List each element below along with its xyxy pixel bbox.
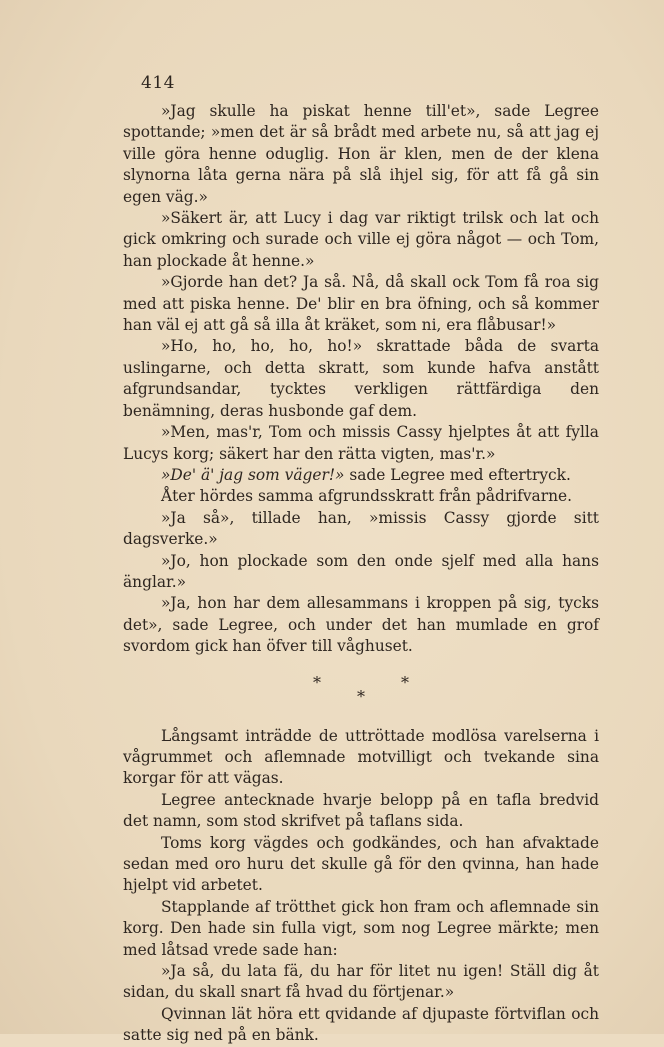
paragraph-italic-quote <box>123 465 599 486</box>
italic-quote: »De' ä' jag som väger!» <box>161 465 345 484</box>
section-break <box>123 658 599 726</box>
asterisk: * <box>313 672 321 692</box>
paragraph: »Säkert är, att Lucy i dag var riktigt trilsk och lat och gick omkring och surade och ville ej göra något — och Tom, han plockade åt henne.» <box>123 209 599 270</box>
asterisk: * <box>401 672 409 692</box>
paragraph: Långsamt inträdde de uttröttade modlösa varelserna i vågrummet och aflemnade motvilligt och tvekande sina korgar för att vägas. <box>123 726 599 788</box>
paragraph: »Ja så, du lata fä, du har för litet nu igen! Ställ dig åt sidan, du skall snart få hvad du förtjenar.» <box>123 962 599 1002</box>
italic-quote-tail: sade Legree med eftertryck. <box>344 465 571 484</box>
page-number: 414 <box>141 73 175 93</box>
paragraph: Legree antecknade hvarje belopp på en tafla bredvid det namn, som stod skrifvet på taflans sida. <box>123 790 599 831</box>
paragraph: »Jo, hon plockade som den onde sjelf med alla hans änglar.» <box>123 551 599 591</box>
paragraph: »Ho, ho, ho, ho, ho!» skrattade båda de svarta uslingarne, och detta skratt, som kunde hafva anstått afgrundsandar, tycktes verkligen rättfärdiga den benämning, deras husbonde gaf dem. <box>123 337 599 420</box>
paragraph: »Jag skulle ha piskat henne till'et», sade Legree spottande; »men det är så brådt med arbete nu, så att jag ej ville göra henne oduglig. Hon är klen, men de der klena slynorna låta gerna nära på slå ihjel sig, för att få gå sin egen väg.» <box>123 102 599 206</box>
asterisk: * <box>357 686 365 706</box>
paragraph: Stapplande af trötthet gick hon fram och aflemnade sin korg. Den hade sin fulla vigt, som nog Legree märkte; men med låtsad vrede sade han: <box>123 897 599 959</box>
paragraph: »Ja så», tillade han, »missis Cassy gjorde sitt dagsverke.» <box>123 508 599 549</box>
paragraph: »Ja, hon har dem allesammans i kroppen på sig, tycks det», sade Legree, och under det han mumlade en grof svordom gick han öfver till våghuset. <box>123 594 599 656</box>
paragraph: »Gjorde han det? Ja så. Nå, då skall ock Tom få roa sig med att piska henne. De' blir en bra öfning, och så kommer han väl ej att gå så illa åt kräket, som ni, era flåbusar!» <box>123 273 599 335</box>
paragraph: Åter hördes samma afgrundsskratt från pådrifvarne. <box>161 487 572 506</box>
paragraph: Qvinnan lät höra ett qvidande af djupaste förtviflan och satte sig ned på en bänk. <box>123 1004 599 1045</box>
body-text <box>123 101 599 1047</box>
paragraph: Toms korg vägdes och godkändes, och han afvaktade sedan med oro huru det skulle gå för den qvinna, han hade hjelpt vid arbetet. <box>123 833 599 895</box>
paragraph: »Men, mas'r, Tom och missis Cassy hjelptes åt att fylla Lucys korg; säkert har den rätta vigten, mas'r.» <box>123 423 599 463</box>
